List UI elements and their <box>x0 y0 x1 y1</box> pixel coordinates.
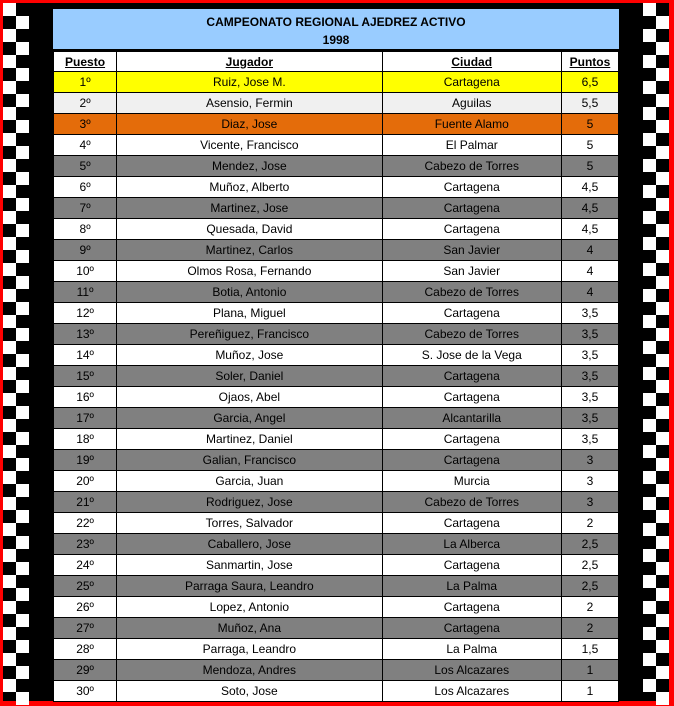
cell-puesto: 17º <box>54 408 117 429</box>
cell-puesto: 18º <box>54 429 117 450</box>
cell-puesto: 1º <box>54 72 117 93</box>
checker-square <box>656 172 669 185</box>
cell-puesto: 13º <box>54 324 117 345</box>
cell-ciudad: Aguilas <box>382 93 561 114</box>
checker-square <box>3 575 16 588</box>
table-row <box>54 324 619 345</box>
cell-jugador: Soler, Daniel <box>117 366 382 387</box>
cell-jugador: Martinez, Jose <box>117 198 382 219</box>
cell-puesto: 22º <box>54 513 117 534</box>
header-row <box>54 52 619 72</box>
cell-puesto: 21º <box>54 492 117 513</box>
checker-square <box>643 367 656 380</box>
checker-square <box>3 107 16 120</box>
checker-square <box>16 536 29 549</box>
cell-jugador: Muñoz, Ana <box>117 618 382 639</box>
checker-square <box>656 510 669 523</box>
cell-jugador: Botia, Antonio <box>117 282 382 303</box>
checker-square <box>3 523 16 536</box>
cell-puesto: 9º <box>54 240 117 261</box>
cell-ciudad: Cartagena <box>382 597 561 618</box>
checker-square <box>656 302 669 315</box>
table-row <box>54 177 619 198</box>
checker-square <box>656 692 669 705</box>
table-row <box>54 345 619 366</box>
cell-puntos: 3 <box>561 492 618 513</box>
checker-square <box>656 380 669 393</box>
cell-puesto: 28º <box>54 639 117 660</box>
cell-puesto: 12º <box>54 303 117 324</box>
checker-square <box>643 445 656 458</box>
checker-square <box>656 276 669 289</box>
checker-square <box>16 224 29 237</box>
checker-square <box>656 120 669 133</box>
table-row <box>54 387 619 408</box>
cell-jugador: Torres, Salvador <box>117 513 382 534</box>
col-header-puntos: Puntos <box>561 52 618 72</box>
checker-square <box>16 666 29 679</box>
cell-jugador: Parraga Saura, Leandro <box>117 576 382 597</box>
checker-square <box>3 679 16 692</box>
table-row <box>54 513 619 534</box>
table-row <box>54 450 619 471</box>
table-row <box>54 681 619 702</box>
cell-puesto: 10º <box>54 261 117 282</box>
checker-square <box>656 588 669 601</box>
table-row <box>54 261 619 282</box>
table-row <box>54 72 619 93</box>
cell-puntos: 2 <box>561 618 618 639</box>
checker-square <box>16 302 29 315</box>
cell-ciudad: Cartagena <box>382 198 561 219</box>
checker-square <box>3 29 16 42</box>
cell-puntos: 3,5 <box>561 324 618 345</box>
table-row <box>54 282 619 303</box>
right-checker-border <box>643 3 669 701</box>
cell-puesto: 8º <box>54 219 117 240</box>
checker-square <box>3 185 16 198</box>
cell-puntos: 6,5 <box>561 72 618 93</box>
checker-square <box>16 354 29 367</box>
cell-puesto: 7º <box>54 198 117 219</box>
cell-jugador: Mendoza, Andres <box>117 660 382 681</box>
cell-jugador: Diaz, Jose <box>117 114 382 135</box>
cell-jugador: Ojaos, Abel <box>117 387 382 408</box>
cell-puesto: 20º <box>54 471 117 492</box>
cell-puntos: 2 <box>561 597 618 618</box>
cell-puntos: 3 <box>561 450 618 471</box>
checker-square <box>16 16 29 29</box>
cell-jugador: Martinez, Carlos <box>117 240 382 261</box>
checker-square <box>3 367 16 380</box>
checker-square <box>3 601 16 614</box>
table-row <box>54 471 619 492</box>
left-checker-border <box>3 3 29 701</box>
checker-square <box>3 653 16 666</box>
checker-square <box>643 549 656 562</box>
cell-puesto: 16º <box>54 387 117 408</box>
cell-jugador: Muñoz, Alberto <box>117 177 382 198</box>
cell-ciudad: Cabezo de Torres <box>382 324 561 345</box>
table-row <box>54 618 619 639</box>
cell-puntos: 3,5 <box>561 408 618 429</box>
checker-square <box>656 666 669 679</box>
checker-square <box>643 393 656 406</box>
checker-square <box>3 419 16 432</box>
cell-ciudad: Alcantarilla <box>382 408 561 429</box>
standings-table <box>53 51 619 702</box>
cell-jugador: Quesada, David <box>117 219 382 240</box>
cell-jugador: Asensio, Fermin <box>117 93 382 114</box>
checker-square <box>3 393 16 406</box>
checker-square <box>643 263 656 276</box>
cell-ciudad: La Palma <box>382 576 561 597</box>
checker-square <box>3 445 16 458</box>
checker-square <box>3 549 16 562</box>
checker-square <box>3 55 16 68</box>
checker-square <box>643 133 656 146</box>
checker-square <box>656 68 669 81</box>
cell-puesto: 2º <box>54 93 117 114</box>
checker-square <box>3 289 16 302</box>
cell-jugador: Plana, Miguel <box>117 303 382 324</box>
table-row <box>54 198 619 219</box>
col-header-ciudad: Ciudad <box>382 52 561 72</box>
cell-ciudad: Los Alcazares <box>382 660 561 681</box>
checker-square <box>16 94 29 107</box>
cell-puntos: 2,5 <box>561 534 618 555</box>
checker-square <box>643 211 656 224</box>
checker-square <box>3 3 16 16</box>
table-row <box>54 156 619 177</box>
checker-square <box>643 497 656 510</box>
checker-square <box>656 42 669 55</box>
cell-puesto: 15º <box>54 366 117 387</box>
cell-puesto: 25º <box>54 576 117 597</box>
checker-square <box>643 419 656 432</box>
checker-square <box>16 484 29 497</box>
cell-jugador: Sanmartin, Jose <box>117 555 382 576</box>
cell-ciudad: Cartagena <box>382 303 561 324</box>
cell-ciudad: Cartagena <box>382 387 561 408</box>
table-row <box>54 114 619 135</box>
table-row <box>54 576 619 597</box>
cell-puesto: 11º <box>54 282 117 303</box>
checker-square <box>656 94 669 107</box>
cell-puesto: 30º <box>54 681 117 702</box>
cell-puesto: 5º <box>54 156 117 177</box>
cell-ciudad: Murcia <box>382 471 561 492</box>
checker-square <box>656 16 669 29</box>
checker-square <box>16 406 29 419</box>
cell-puntos: 5,5 <box>561 93 618 114</box>
cell-jugador: Vicente, Francisco <box>117 135 382 156</box>
checker-square <box>643 471 656 484</box>
standings-panel <box>53 9 619 699</box>
checker-square <box>643 3 656 16</box>
cell-jugador: Olmos Rosa, Fernando <box>117 261 382 282</box>
year-label: 1998 <box>322 33 350 47</box>
checker-square <box>3 81 16 94</box>
checker-square <box>16 692 29 705</box>
checker-square <box>656 484 669 497</box>
checker-square <box>3 341 16 354</box>
cell-ciudad: Cartagena <box>382 366 561 387</box>
cell-ciudad: Cabezo de Torres <box>382 492 561 513</box>
checker-square <box>16 458 29 471</box>
cell-ciudad: Cartagena <box>382 429 561 450</box>
checker-square <box>16 640 29 653</box>
checker-square <box>656 432 669 445</box>
checker-square <box>643 653 656 666</box>
checker-square <box>656 354 669 367</box>
cell-jugador: Garcia, Angel <box>117 408 382 429</box>
cell-puntos: 3,5 <box>561 387 618 408</box>
checker-square <box>643 627 656 640</box>
cell-puntos: 4,5 <box>561 177 618 198</box>
cell-puntos: 5 <box>561 156 618 177</box>
checker-square <box>3 627 16 640</box>
cell-ciudad: Cartagena <box>382 513 561 534</box>
cell-puesto: 3º <box>54 114 117 135</box>
cell-jugador: Parraga, Leandro <box>117 639 382 660</box>
checker-square <box>3 133 16 146</box>
checker-square <box>3 211 16 224</box>
table-row <box>54 408 619 429</box>
checker-square <box>16 146 29 159</box>
checker-square <box>656 198 669 211</box>
cell-jugador: Soto, Jose <box>117 681 382 702</box>
cell-puesto: 19º <box>54 450 117 471</box>
cell-jugador: Caballero, Jose <box>117 534 382 555</box>
checker-square <box>3 497 16 510</box>
checker-square <box>16 328 29 341</box>
cell-ciudad: Cartagena <box>382 72 561 93</box>
cell-puntos: 1,5 <box>561 639 618 660</box>
cell-jugador: Ruiz, Jose M. <box>117 72 382 93</box>
cell-ciudad: La Alberca <box>382 534 561 555</box>
page-title: CAMPEONATO REGIONAL AJEDREZ ACTIVO <box>206 15 466 29</box>
checker-square <box>16 172 29 185</box>
cell-ciudad: Cartagena <box>382 219 561 240</box>
table-row <box>54 135 619 156</box>
cell-puntos: 2,5 <box>561 576 618 597</box>
cell-jugador: Rodriguez, Jose <box>117 492 382 513</box>
cell-puesto: 6º <box>54 177 117 198</box>
checker-square <box>3 315 16 328</box>
cell-puntos: 4 <box>561 282 618 303</box>
cell-puntos: 4,5 <box>561 219 618 240</box>
cell-puesto: 24º <box>54 555 117 576</box>
title-banner <box>53 9 619 49</box>
checker-square <box>643 289 656 302</box>
checker-square <box>643 679 656 692</box>
checker-square <box>16 42 29 55</box>
checker-square <box>3 159 16 172</box>
cell-puesto: 23º <box>54 534 117 555</box>
checker-square <box>656 328 669 341</box>
cell-ciudad: Cartagena <box>382 450 561 471</box>
page-frame <box>3 3 669 701</box>
checker-square <box>656 614 669 627</box>
cell-ciudad: Fuente Alamo <box>382 114 561 135</box>
checker-square <box>643 55 656 68</box>
table-row <box>54 240 619 261</box>
cell-puesto: 29º <box>54 660 117 681</box>
checker-square <box>643 159 656 172</box>
col-header-jugador: Jugador <box>117 52 382 72</box>
cell-ciudad: San Javier <box>382 261 561 282</box>
checker-square <box>643 107 656 120</box>
checker-square <box>656 406 669 419</box>
checker-square <box>656 536 669 549</box>
checker-square <box>643 185 656 198</box>
cell-jugador: Martinez, Daniel <box>117 429 382 450</box>
cell-puntos: 3,5 <box>561 366 618 387</box>
checker-square <box>643 29 656 42</box>
cell-ciudad: Cartagena <box>382 555 561 576</box>
cell-ciudad: Cabezo de Torres <box>382 282 561 303</box>
cell-puntos: 3,5 <box>561 429 618 450</box>
checker-square <box>656 640 669 653</box>
cell-puntos: 1 <box>561 681 618 702</box>
checker-square <box>643 237 656 250</box>
checker-square <box>643 601 656 614</box>
checker-square <box>16 562 29 575</box>
cell-puntos: 1 <box>561 660 618 681</box>
table-row <box>54 492 619 513</box>
cell-puntos: 3,5 <box>561 345 618 366</box>
checker-square <box>643 523 656 536</box>
checker-square <box>16 380 29 393</box>
cell-ciudad: La Palma <box>382 639 561 660</box>
cell-puntos: 2,5 <box>561 555 618 576</box>
checker-square <box>656 562 669 575</box>
cell-puesto: 14º <box>54 345 117 366</box>
cell-puesto: 4º <box>54 135 117 156</box>
cell-puesto: 26º <box>54 597 117 618</box>
col-header-puesto: Puesto <box>54 52 117 72</box>
table-row <box>54 639 619 660</box>
cell-ciudad: Cartagena <box>382 618 561 639</box>
checker-square <box>16 510 29 523</box>
checker-square <box>643 575 656 588</box>
checker-square <box>3 263 16 276</box>
checker-square <box>643 81 656 94</box>
cell-puesto: 27º <box>54 618 117 639</box>
table-row <box>54 219 619 240</box>
checker-square <box>3 471 16 484</box>
checker-square <box>16 276 29 289</box>
cell-puntos: 4 <box>561 240 618 261</box>
table-row <box>54 366 619 387</box>
table-row <box>54 597 619 618</box>
cell-ciudad: S. Jose de la Vega <box>382 345 561 366</box>
checker-square <box>656 250 669 263</box>
checker-square <box>16 120 29 133</box>
table-row <box>54 555 619 576</box>
checker-square <box>16 250 29 263</box>
cell-ciudad: El Palmar <box>382 135 561 156</box>
cell-puntos: 4 <box>561 261 618 282</box>
cell-puntos: 3,5 <box>561 303 618 324</box>
checker-square <box>643 315 656 328</box>
table-row <box>54 303 619 324</box>
checker-square <box>16 432 29 445</box>
cell-jugador: Lopez, Antonio <box>117 597 382 618</box>
table-row <box>54 660 619 681</box>
checker-square <box>16 614 29 627</box>
cell-ciudad: San Javier <box>382 240 561 261</box>
cell-ciudad: Los Alcazares <box>382 681 561 702</box>
checker-square <box>643 341 656 354</box>
checker-square <box>3 237 16 250</box>
cell-puntos: 3 <box>561 471 618 492</box>
cell-puntos: 5 <box>561 114 618 135</box>
cell-puntos: 4,5 <box>561 198 618 219</box>
cell-puntos: 5 <box>561 135 618 156</box>
checker-square <box>16 198 29 211</box>
checker-square <box>16 588 29 601</box>
cell-jugador: Galian, Francisco <box>117 450 382 471</box>
cell-jugador: Muñoz, Jose <box>117 345 382 366</box>
checker-square <box>656 458 669 471</box>
cell-puntos: 2 <box>561 513 618 534</box>
cell-ciudad: Cartagena <box>382 177 561 198</box>
table-row <box>54 534 619 555</box>
table-row <box>54 429 619 450</box>
checker-square <box>16 68 29 81</box>
checker-square <box>656 146 669 159</box>
cell-jugador: Garcia, Juan <box>117 471 382 492</box>
cell-jugador: Mendez, Jose <box>117 156 382 177</box>
cell-jugador: Pereñiguez, Francisco <box>117 324 382 345</box>
cell-ciudad: Cabezo de Torres <box>382 156 561 177</box>
table-row <box>54 93 619 114</box>
checker-square <box>656 224 669 237</box>
